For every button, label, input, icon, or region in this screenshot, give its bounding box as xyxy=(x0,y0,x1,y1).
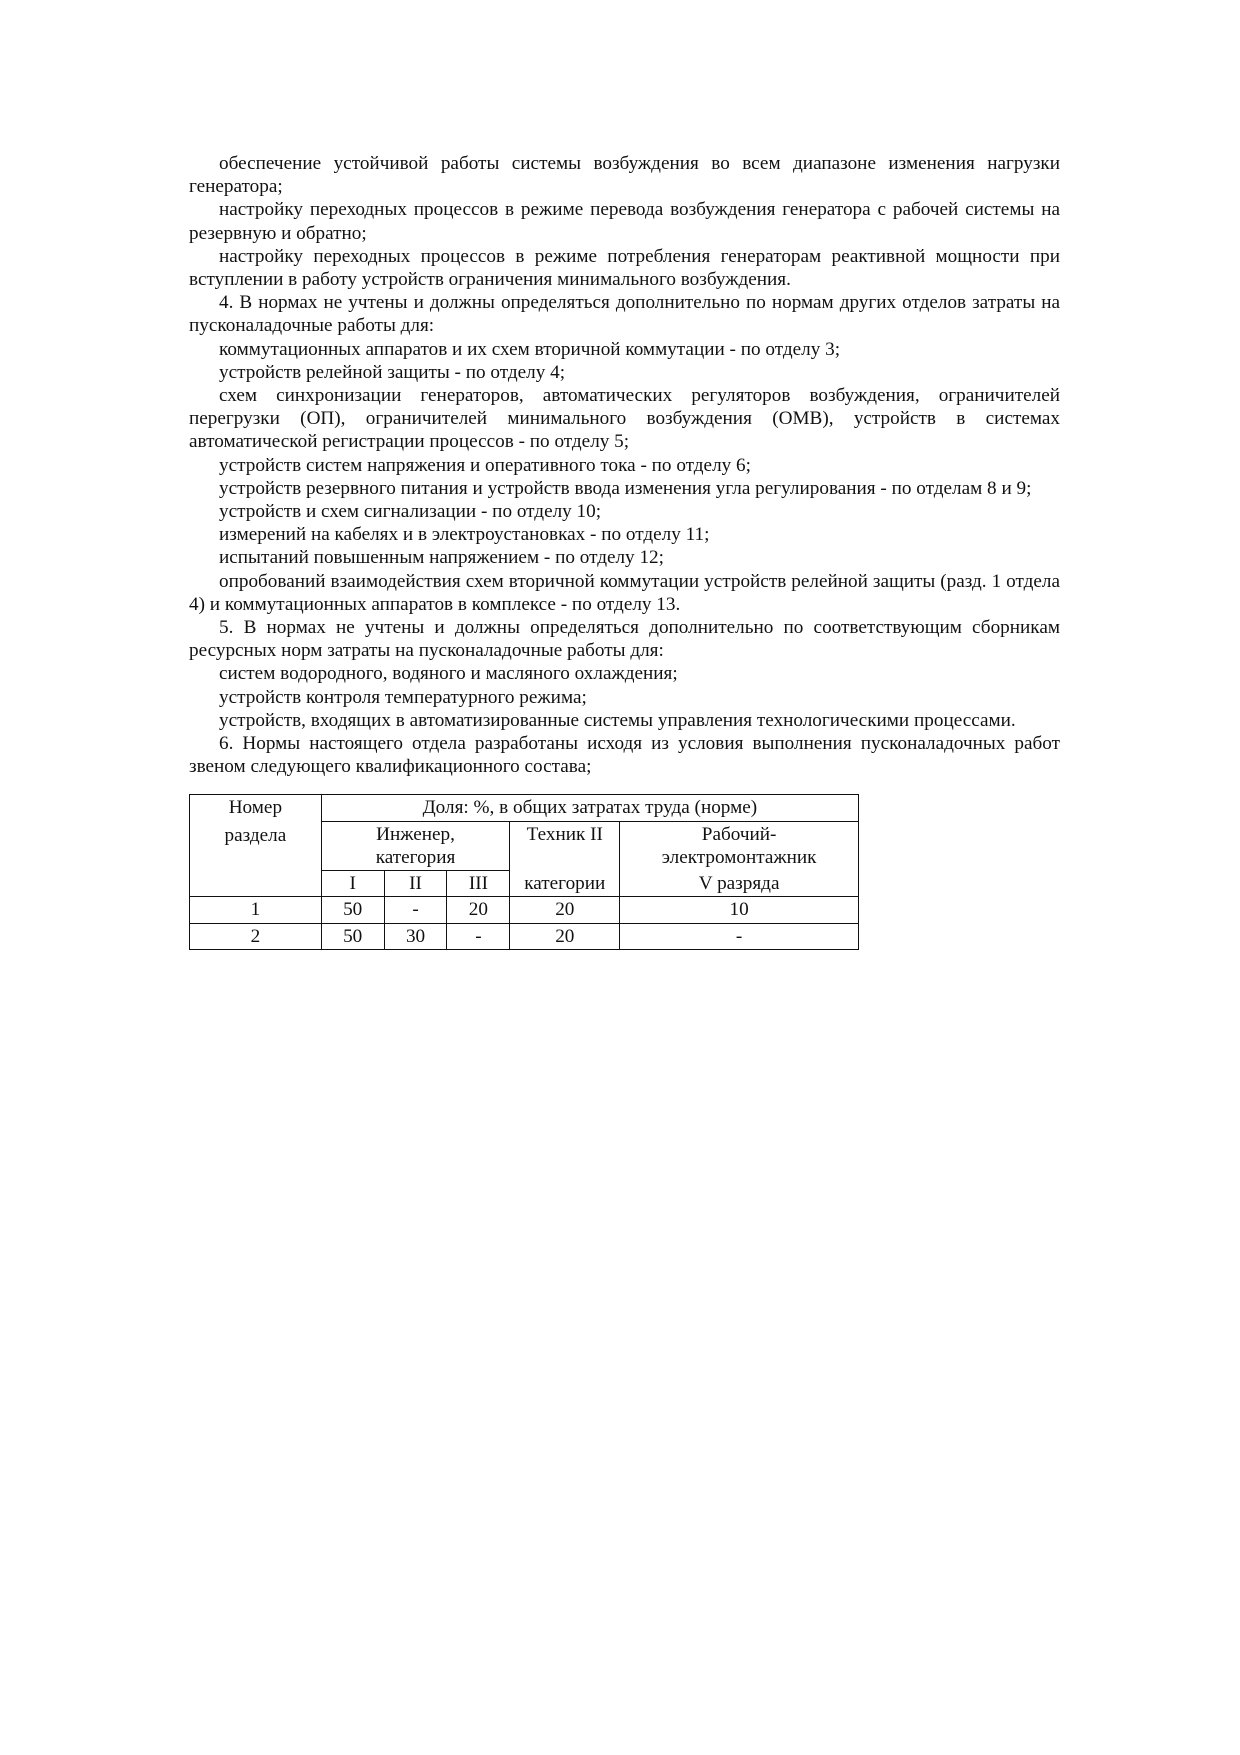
engineer-header xyxy=(321,821,510,870)
worker-header-bottom: V разряда xyxy=(620,871,859,897)
table-cell: 20 xyxy=(510,923,620,949)
paragraph: испытаний повышенным напряжением - по отделу 12; xyxy=(219,547,664,569)
technician-header-top: Техник II xyxy=(510,821,620,870)
table-cell: 20 xyxy=(447,897,510,923)
paragraph: систем водородного, водяного и масляного охлаждения; xyxy=(219,663,678,685)
section-number-header xyxy=(190,795,322,897)
table-cell: 50 xyxy=(321,923,384,949)
table-cell: - xyxy=(447,923,510,949)
table-cell: - xyxy=(384,897,447,923)
paragraph: обеспечение устойчивой работы системы возбуждения во всем диапазоне изменения нагрузки генератора; xyxy=(189,153,1060,198)
table-cell: 2 xyxy=(190,923,322,949)
paragraph: устройств релейной защиты - по отделу 4; xyxy=(219,361,566,383)
paragraph: 5. В нормах не учтены и должны определяться дополнительно по соответствующим сборникам ресурсных норм затраты на пусконаладочные работы для: xyxy=(189,617,1060,662)
worker-header-top xyxy=(620,821,859,870)
paragraph: устройств контроля температурного режима; xyxy=(219,686,587,708)
header-text: Инженер, xyxy=(376,823,455,845)
labor-share-table xyxy=(189,794,859,949)
paragraph: коммутационных аппаратов и их схем вторичной коммутации - по отделу 3; xyxy=(219,338,841,360)
header-text: раздела xyxy=(224,824,287,846)
header-text: электромонтажник xyxy=(661,846,817,868)
paragraph: схем синхронизации генераторов, автоматических регуляторов возбуждения, ограничителей перегрузки (ОП), ограничителей минимального возбуждения (ОМВ), устройств в системах автоматической регистрации процессов - по отделу 5; xyxy=(189,385,1060,453)
table-cell: - xyxy=(620,923,859,949)
category-header: I xyxy=(321,871,384,897)
paragraph: настройку переходных процессов в режиме потребления генераторам реактивной мощности при вступлении в работу устройств ограничения минимального возбуждения. xyxy=(189,245,1060,291)
paragraph: устройств и схем сигнализации - по отделу 10; xyxy=(219,501,602,523)
paragraph: 6. Нормы настоящего отдела разработаны исходя из условия выполнения пусконаладочных работ звеном следующего квалификационного состава; xyxy=(189,733,1060,778)
table-cell: 1 xyxy=(190,897,322,923)
share-header: Доля: %, в общих затратах труда (норме) xyxy=(321,795,858,821)
paragraph: 4. В нормах не учтены и должны определяться дополнительно по нормам других отделов затраты на пусконаладочные работы для: xyxy=(189,292,1060,337)
table-row xyxy=(190,923,859,949)
paragraph: устройств систем напряжения и оперативного тока - по отделу 6; xyxy=(219,454,751,476)
paragraph: опробований взаимодействия схем вторичной коммутации устройств релейной защиты (разд. 1 отдела 4) и коммутационных аппаратов в комплексе - по отделу 13. xyxy=(189,570,1060,615)
document-page xyxy=(189,152,1060,950)
paragraph: измерений на кабелях и в электроустановках - по отделу 11; xyxy=(219,524,710,546)
table-row xyxy=(190,897,859,923)
header-text: Номер xyxy=(228,797,283,819)
paragraph: устройств, входящих в автоматизированные системы управления технологическими процессами. xyxy=(219,709,1016,731)
paragraph: устройств резервного питания и устройств ввода изменения угла регулирования - по отделам 8 и 9; xyxy=(219,477,1032,499)
table-cell: 50 xyxy=(321,897,384,923)
table-cell: 20 xyxy=(510,897,620,923)
paragraph: настройку переходных процессов в режиме перевода возбуждения генератора с рабочей системы на резервную и обратно; xyxy=(189,199,1060,244)
table-cell: 10 xyxy=(620,897,859,923)
table-cell: 30 xyxy=(384,923,447,949)
header-text: Рабочий- xyxy=(701,823,777,845)
category-header: II xyxy=(384,871,447,897)
technician-header-bottom: категории xyxy=(510,871,620,897)
header-text: категория xyxy=(375,846,456,868)
table-header-row xyxy=(190,795,859,821)
category-header: III xyxy=(447,871,510,897)
